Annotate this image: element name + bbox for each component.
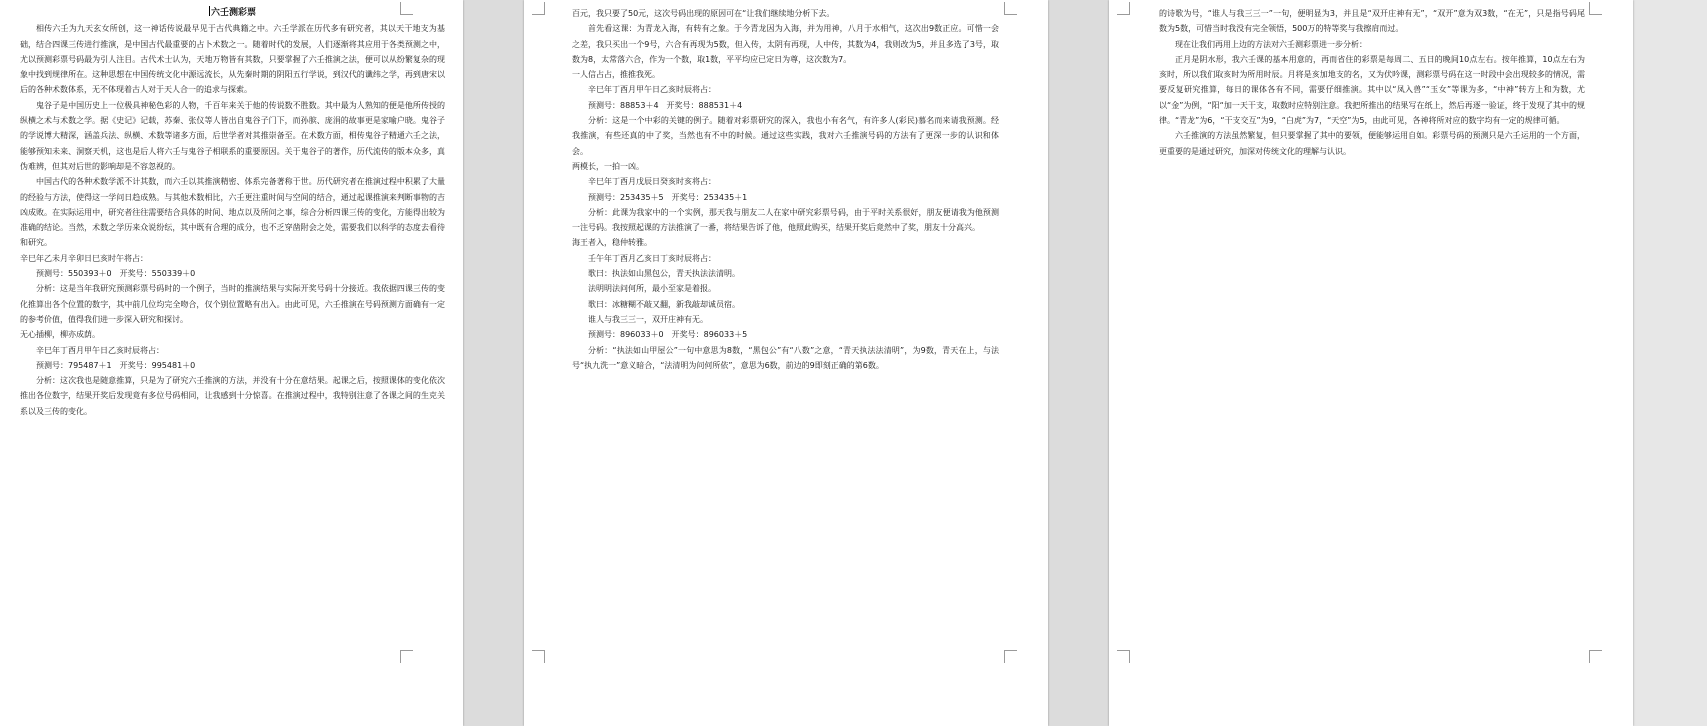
verse-line: 谁人与我三三一，双开庄神有无。 — [588, 314, 708, 324]
example-numbers: 预测号：795487＋1 开奖号：995481＋0 — [36, 360, 196, 370]
crop-mark — [1004, 650, 1017, 663]
example-analysis: 分析：这是当年我研究预测彩票号码时的一个例子，当时的推演结果与实际开奖号码十分接近。我依据四课三传的变化推算出各个位置的数字，其中前几位均完全吻合，仅个别位置略有出入。由此可见，六壬推演在号码预测方面确有一定的参考价值，值得我们进一步深入研究和探讨。 — [20, 284, 445, 324]
crop-mark — [1117, 2, 1130, 15]
paragraph: 的诗歌为号，“谁人与我三三一”一句，便明显为3，并且是“双开庄神有无”，“双开”意为双3数，“在无”，只是指号码尾数为5数，可惜当时我没有完全领悟，500万的特等奖与我擦肩而过。 — [1159, 9, 1585, 34]
example-numbers: 预测号：88853＋4 开奖号：888531＋4 — [588, 100, 743, 110]
example-heading: 辛巳年丁酉月甲午日乙亥时辰将占： — [36, 345, 164, 355]
example-analysis: 分析：这是一个中彩的关键的例子。随着对彩票研究的深入，我也小有名气，有许多人(彩民)慕名而来请我预测。经我推演，有些还真的中了奖，当然也有不中的时候。通过这些实践，我对六壬推演号码的方法有了更深一步的认识和体会。 — [572, 116, 999, 156]
document-page-3[interactable] — [1109, 0, 1633, 726]
paragraph: 鬼谷子是中国历史上一位极具神秘色彩的人物，千百年来关于他的传说数不胜数。其中最为人熟知的便是他所传授的纵横之术与术数之学。据《史记》记载，苏秦、张仪等人皆出自鬼谷子门下，而孙膑、庞涓的故事更是家喻户晓。鬼谷子的学说博大精深，涵盖兵法、纵横、术数等诸多方面，后世学者对其推崇备至。在术数方面，相传鬼谷子精通六壬之法，能够预知未来、洞察天机，这也是后人将六壬与鬼谷子相联系的重要原因。关于鬼谷子的著作，历代流传的版本众多，真伪难辨，但其对后世的影响却是不容忽视的。 — [20, 100, 445, 171]
paragraph: 六壬推演的方法虽然繁复，但只要掌握了其中的要领，便能够运用自如。彩票号码的预测只是六壬运用的一个方面，更重要的是通过研究，加深对传统文化的理解与认识。 — [1159, 131, 1585, 156]
document-page-2[interactable] — [524, 0, 1048, 726]
example-heading: 壬午年丁酉月乙亥日丁亥时辰将占： — [588, 253, 716, 263]
crop-mark — [1004, 2, 1017, 15]
example-numbers: 预测号：253435＋5 开奖号：253435＋1 — [588, 192, 748, 202]
page-text-area[interactable] — [20, 6, 445, 720]
page-gap — [463, 0, 524, 726]
crop-mark — [532, 2, 545, 15]
document-title: 六壬测彩票 — [210, 8, 256, 18]
example-analysis: 分析：这次我也是随意推算，只是为了研究六壬推演的方法，并没有十分在意结果。起课之后，按照课体的变化依次推出各位数字，结果开奖后发现竟有多位号码相同，让我感到十分惊喜。在推演过程中，我特别注意了各课之间的生克关系以及三传的变化。 — [20, 376, 445, 416]
example-conclusion: 海王者入，稳仲转雅。 — [572, 238, 652, 248]
example-numbers: 预测号：896033＋0 开奖号：896033＋5 — [588, 330, 748, 340]
page-gap — [1048, 0, 1109, 726]
crop-mark — [532, 650, 545, 663]
paragraph: 中国古代的各种术数学派不计其数，而六壬以其推演精密、体系完备著称于世。历代研究者在推演过程中积累了大量的经验与方法，使得这一学问日趋成熟。与其他术数相比，六壬更注重时间与空间的结合，通过起课推演来判断事物的吉凶成败。在实际运用中，研究者往往需要结合具体的时间、地点以及所问之事，综合分析四课三传的变化，方能得出较为准确的结论。当然，术数之学历来众说纷纭，其中既有合理的成分，也不乏穿凿附会之处，需要我们以科学的态度去看待和研究。 — [20, 177, 445, 248]
example-analysis: 分析：此课为我家中的一个实例，那天我与朋友二人在家中研究彩票号码，由于平时关系很好，朋友便请我为他预测一注号码。我按照起课的方法推演了一番，将结果告诉了他，他照此购买，结果开奖后竟然中了奖，朋友十分高兴。 — [572, 207, 999, 233]
example-numbers: 预测号：550393＋0 开奖号：550339＋0 — [36, 269, 196, 279]
crop-mark — [1589, 2, 1602, 15]
example-heading: 辛巳年丁酉月甲午日乙亥时辰将占： — [588, 85, 716, 95]
text-cursor — [209, 6, 210, 16]
page-text-area[interactable] — [1159, 6, 1585, 720]
example-heading: 辛巳年丁酉月戊辰日癸亥时亥将占： — [588, 177, 716, 187]
paragraph: 现在让我们再用上边的方法对六壬测彩票进一步分析： — [1175, 39, 1367, 49]
verse-line: 歌曰：冰糖糊不敲又翻，新我敲却诚员宿。 — [588, 299, 740, 309]
example-conclusion: 两模长，一拍一凶。 — [572, 161, 644, 171]
paragraph: 一人信占占，推推我死。 — [572, 70, 660, 80]
page-text-area[interactable] — [572, 6, 999, 720]
paragraph: 相传六壬为九天玄女所创，这一神话传说最早见于古代典籍之中。六壬学派在历代多有研究者，其以天干地支为基础，结合四课三传进行推演，是中国古代最重要的占卜术数之一。随着时代的发展，人们逐渐将其应用于各类预测之中，尤以预测彩票号码最为引人注目。古代术士认为，天地万物皆有其数，只要掌握了六壬推演之法，便可以从纷繁复杂的现象中找到规律所在。这种思想在中国传统文化中源远流长，从先秦时期的阴阳五行学说，到汉代的谶纬之学，再到唐宋以后的各种术数体系，无不体现着古人对于天人合一的追求与探索。 — [20, 24, 445, 95]
verse-line: 法明明法问何所，最小至家是着报。 — [588, 284, 716, 294]
example-analysis: 分析：“执法如山甲屋公”一句中意思为8数，“黑包公”有“八数”之意，“青天执法法清明”，为9数，青天在上，与法号“执九洗一”意义暗合，“法清明为问何所依”，意思为6数，前边的9即刻正确的第6数。 — [572, 345, 999, 370]
document-page-1[interactable] — [0, 0, 463, 726]
example-conclusion: 无心插柳，柳亦成荫。 — [20, 330, 100, 340]
example-heading: 辛巳年乙未月辛卯日巳亥时午将占： — [20, 253, 148, 263]
paragraph: 正月是阴水形，我六壬课的基本用意的，再而省住的彩票是每周二、五日的晚间10点左右。按年推算，10点左右为亥时，所以我们取亥时为所用时辰。月将是亥加地支的名，又为伏吟课，测彩票号码在这一时段中会出现较多的情况，需要反复研究推算，每日的课体各有不同，需要仔细推演。其中以“凤入兽”“玉女”等课为多，“中神”转方上和为数，尤以“金”为例，“阳“加一天干支，取数时应特别注意。我把所推出的结果写在纸上，然后再逐一验证，终于发现了其中的规律。“青龙”为6，“干支交互”为9，“白虎”为7，“天空”为5，由此可见，各神将所对应的数字均有一定的规律可循。 — [1159, 54, 1585, 126]
paragraph: 百元，我只要了50元，这次号码出现的原因可在“让我们继续地分析下去。 — [572, 9, 835, 18]
paragraph: 首先看这课：为青龙入海，有转有之象。于今青龙因为入海，并为用神，八月于水相气，这次出9数正应。可惜一会之差，我只买出一个9号，六合有再现为5数，但入传，太阴有再现，人中传，其数为4，我则改为5，并且多选了3号，取数为8，太常落六合，作为一个数，取1数，平平均应已定日为尊，这次数为7。 — [572, 24, 999, 64]
crop-mark — [1589, 650, 1602, 663]
crop-mark — [1117, 650, 1130, 663]
verse-line: 歌曰：执法如山黑包公，青天执法法清明。 — [588, 269, 740, 279]
